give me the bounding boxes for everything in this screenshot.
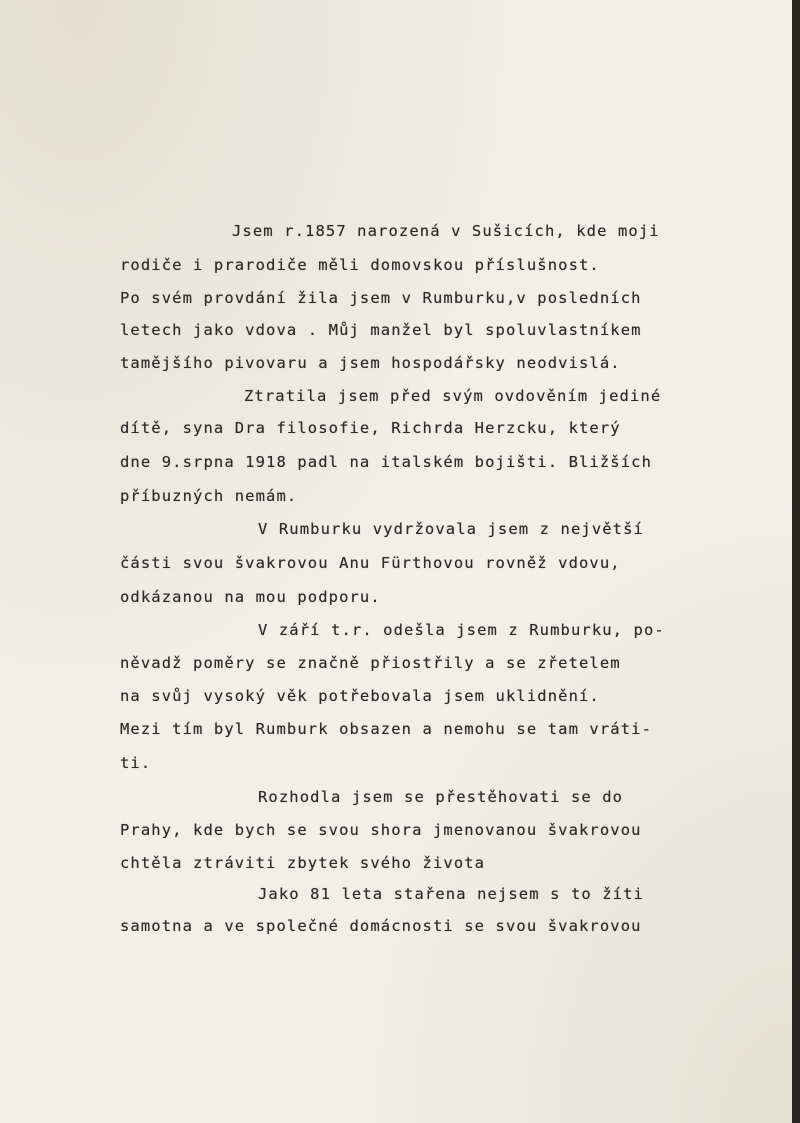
text-line: dítě, syna Dra filosofie, Richrda Herzcku, který xyxy=(120,419,621,437)
text-line: chtěla ztráviti zbytek svého života xyxy=(120,854,486,872)
text-line: Mezi tím byl Rumburk obsazen a nemohu se tam vráti- xyxy=(120,720,653,738)
text-line: letech jako vdova . Můj manžel byl spoluvlastníkem xyxy=(120,321,642,339)
text-line: na svůj vysoký věk potřebovala jsem uklidnění. xyxy=(120,687,600,705)
text-line: Jsem r.1857 narozená v Sušicích, kde moji xyxy=(232,222,660,240)
scan-edge-shadow xyxy=(792,0,800,1123)
text-line: rodiče i prarodiče měli domovskou příslušnost. xyxy=(120,256,600,274)
text-line: samotna a ve společné domácnosti se svou švakrovou xyxy=(120,917,642,935)
text-line: Prahy, kde bych se svou shora jmenovanou švakrovou xyxy=(120,821,642,839)
text-line: části svou švakrovou Anu Fürthovou rovněž vdovu, xyxy=(120,554,621,572)
text-line: V září t.r. odešla jsem z Rumburku, po- xyxy=(258,621,665,639)
text-line: ti. xyxy=(120,754,152,772)
text-line: Rozhodla jsem se přestěhovati se do xyxy=(258,788,624,806)
text-line: odkázanou na mou podporu. xyxy=(120,588,381,606)
text-line: Ztratila jsem před svým ovdověním jediné xyxy=(244,387,662,405)
text-line: Po svém provdání žila jsem v Rumburku,v posledních xyxy=(120,289,642,307)
text-line: příbuzných nemám. xyxy=(120,487,298,505)
text-line: Jako 81 leta stařena nejsem s to žíti xyxy=(258,885,644,903)
text-line: V Rumburku vydržovala jsem z největší xyxy=(258,520,644,538)
text-line: tamějšího pivovaru a jsem hospodářsky neodvislá. xyxy=(120,354,621,372)
text-line: něvadž poměry se značně přiostřily a se zřetelem xyxy=(120,654,621,672)
text-line: dne 9.srpna 1918 padl na italském bojišti. Bližších xyxy=(120,453,653,471)
